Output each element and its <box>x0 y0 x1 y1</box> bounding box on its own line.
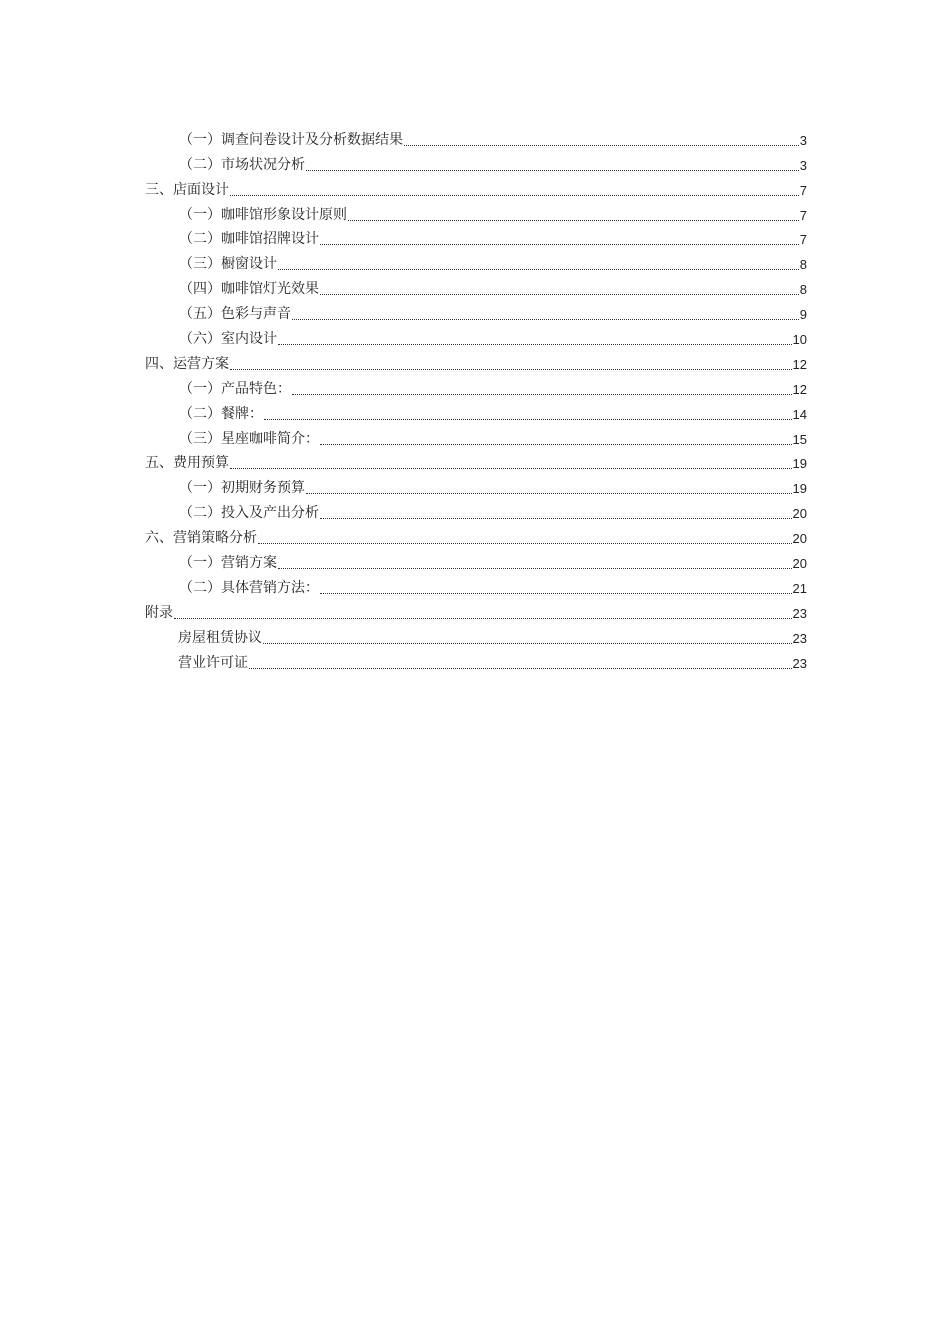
toc-page-number: 12 <box>792 381 807 397</box>
toc-page-number: 14 <box>792 406 807 422</box>
toc-entry[interactable] <box>145 174 807 199</box>
toc-entry-title: （一）营销方案 <box>179 555 277 572</box>
toc-entry-title: （二）具体营销方法： <box>179 579 319 596</box>
toc-page-number: 23 <box>792 655 807 671</box>
toc-entry-title: （一）咖啡馆形象设计原则 <box>179 206 347 223</box>
toc-page-number: 8 <box>799 282 807 298</box>
toc-page-number: 7 <box>799 182 807 198</box>
toc-dot-leader <box>320 442 792 445</box>
toc-entry[interactable] <box>145 547 807 572</box>
toc-entry[interactable] <box>145 323 807 348</box>
toc-entry-title: 营业许可证 <box>178 654 248 671</box>
toc-page-number: 3 <box>799 132 807 148</box>
toc-page-number: 20 <box>792 531 807 547</box>
toc-dot-leader <box>320 292 799 295</box>
toc-dot-leader <box>306 168 799 171</box>
toc-entry-title: （一）产品特色： <box>179 380 291 397</box>
toc-entry[interactable] <box>145 398 807 423</box>
toc-entry[interactable] <box>145 497 807 522</box>
toc-dot-leader <box>264 417 792 420</box>
toc-entry-title: 五、费用预算 <box>145 455 229 472</box>
toc-entry-title: 三、店面设计 <box>145 181 229 198</box>
toc-dot-leader <box>258 541 792 544</box>
toc-page-number: 21 <box>792 580 807 596</box>
toc-page-number: 19 <box>792 456 807 472</box>
toc-entry[interactable] <box>145 248 807 273</box>
toc-dot-leader <box>249 666 792 669</box>
toc-entry[interactable] <box>145 423 807 448</box>
toc-entry[interactable] <box>145 472 807 497</box>
toc-entry[interactable] <box>145 149 807 174</box>
toc-dot-leader <box>174 616 792 619</box>
toc-dot-leader <box>348 218 799 221</box>
toc-page-number: 10 <box>792 332 807 348</box>
toc-dot-leader <box>404 143 799 146</box>
toc-dot-leader <box>320 242 799 245</box>
toc-dot-leader <box>230 466 792 469</box>
toc-page-number: 12 <box>792 356 807 372</box>
toc-page-number: 7 <box>799 232 807 248</box>
toc-entry[interactable] <box>145 597 807 622</box>
toc-entry[interactable] <box>145 572 807 597</box>
toc-entry-title: （二）投入及产出分析 <box>179 505 319 522</box>
toc-entry-title: （一）调查问卷设计及分析数据结果 <box>179 131 403 148</box>
toc-entry[interactable] <box>145 647 807 672</box>
toc-entry[interactable] <box>145 622 807 647</box>
toc-dot-leader <box>278 342 792 345</box>
toc-entry-title: （四）咖啡馆灯光效果 <box>179 281 319 298</box>
toc-page-number: 19 <box>792 481 807 497</box>
toc-page-number: 9 <box>799 307 807 323</box>
toc-page-number: 8 <box>799 257 807 273</box>
toc-page-number: 23 <box>792 605 807 621</box>
toc-page-number: 23 <box>792 630 807 646</box>
toc-entry-title: （二）餐牌： <box>179 405 263 422</box>
toc-page-number: 7 <box>799 207 807 223</box>
toc-dot-leader <box>320 516 792 519</box>
toc-entry[interactable] <box>145 273 807 298</box>
toc-page-number: 3 <box>799 157 807 173</box>
toc-entry-title: （一）初期财务预算 <box>179 480 305 497</box>
toc-entry-title: 四、运营方案 <box>145 355 229 372</box>
toc-entry[interactable] <box>145 348 807 373</box>
toc-page-number: 15 <box>792 431 807 447</box>
toc-entry-title: 房屋租赁协议 <box>178 629 262 646</box>
toc-entry[interactable] <box>145 522 807 547</box>
toc-entry-title: （五）色彩与声音 <box>179 306 291 323</box>
toc-dot-leader <box>230 193 799 196</box>
toc-page-number: 20 <box>792 556 807 572</box>
toc-entry-title: （二）咖啡馆招牌设计 <box>179 231 319 248</box>
toc-entry-title: 附录 <box>145 604 173 621</box>
toc-dot-leader <box>263 641 792 644</box>
toc-page-number: 20 <box>792 506 807 522</box>
toc-entry[interactable] <box>145 298 807 323</box>
toc-dot-leader <box>230 367 792 370</box>
toc-dot-leader <box>320 591 792 594</box>
toc-entry-title: 六、营销策略分析 <box>145 530 257 547</box>
toc-entry[interactable] <box>145 224 807 249</box>
toc-dot-leader <box>306 491 792 494</box>
toc-entry[interactable] <box>145 373 807 398</box>
toc-dot-leader <box>292 317 799 320</box>
toc-dot-leader <box>278 566 792 569</box>
toc-dot-leader <box>292 392 792 395</box>
toc-entry[interactable] <box>145 124 807 149</box>
toc-entry[interactable] <box>145 199 807 224</box>
toc-dot-leader <box>278 267 799 270</box>
toc-entry-title: （三）橱窗设计 <box>179 256 277 273</box>
toc-entry-title: （二）市场状况分析 <box>179 156 305 173</box>
table-of-contents <box>145 124 807 672</box>
toc-entry-title: （三）星座咖啡简介： <box>179 430 319 447</box>
toc-entry[interactable] <box>145 448 807 473</box>
toc-entry-title: （六）室内设计 <box>179 331 277 348</box>
